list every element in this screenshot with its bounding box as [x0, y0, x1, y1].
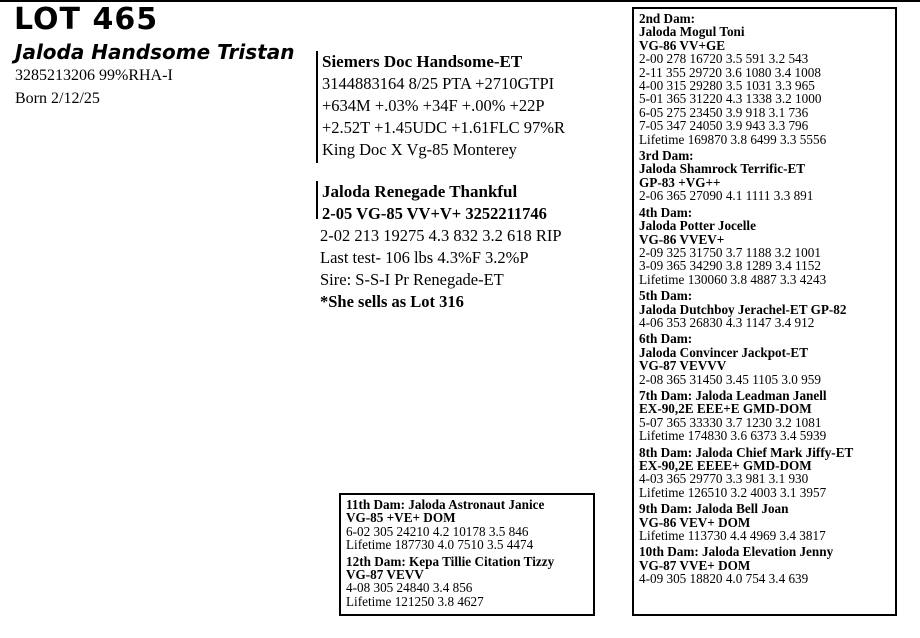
sire-name: Siemers Doc Handsome-ET: [322, 52, 523, 71]
ancestor-heading: 4th Dam:: [639, 204, 693, 220]
ancestor-heading: 3rd Dam:: [639, 148, 694, 164]
record-line: Lifetime 187730 4.0 7510 3.5 4474: [346, 537, 534, 553]
pedigree-entry: [639, 149, 895, 203]
record-line: 4-06 353 26830 4.3 1147 3.4 912: [639, 314, 815, 330]
sire-line: King Doc X Vg-85 Monterey: [322, 140, 517, 159]
pedigree-entry: [639, 502, 895, 542]
ancestor-heading: 9th Dam: Jaloda Bell Joan: [639, 501, 789, 517]
pedigree-entry: [639, 12, 895, 146]
ancestor-heading: VG-86 VV+GE: [639, 37, 726, 53]
record-line: 4-08 305 24840 3.4 856: [346, 580, 473, 596]
record-line: 5-01 365 31220 4.3 1338 3.2 1000: [639, 91, 822, 107]
ancestor-heading: Jaloda Dutchboy Jerachel-ET GP-82: [639, 301, 847, 317]
pedigree-entry: [639, 389, 895, 443]
ancestor-heading: 5th Dam:: [639, 288, 693, 304]
record-line: 2-06 365 27090 4.1 1111 3.3 891: [639, 188, 814, 204]
record-line: 4-09 305 18820 4.0 754 3.4 639: [639, 571, 809, 587]
ancestor-heading: VG-87 VVE+ DOM: [639, 557, 751, 573]
sire-line: +2.52T +1.45UDC +1.61FLC 97%R: [322, 118, 566, 137]
ancestor-heading: VG-85 +VE+ DOM: [346, 510, 456, 526]
record-line: 3-09 365 34290 3.8 1289 3.4 1152: [639, 258, 821, 274]
pedigree-entry: [639, 446, 895, 500]
record-line: 2-00 278 16720 3.5 591 3.2 543: [639, 51, 809, 67]
ancestor-heading: Jaloda Shamrock Terrific-ET: [639, 161, 806, 177]
dam-line: Last test- 106 lbs 4.3%F 3.2%P: [320, 248, 529, 267]
ancestor-heading: EX-90,2E EEEE+ GMD-DOM: [639, 458, 812, 473]
ancestor-heading: GP-83 +VG++: [639, 174, 721, 190]
record-line: Lifetime 169870 3.8 6499 3.3 5556: [639, 131, 827, 147]
record-line: Lifetime 121250 3.8 4627: [346, 593, 484, 609]
pedigree-entry: [639, 332, 895, 386]
ancestor-heading: 2nd Dam:: [639, 11, 696, 26]
ancestor-heading: VG-86 VVEV+: [639, 231, 725, 247]
sire-line: +634M +.03% +34F +.00% +22P: [322, 96, 545, 115]
sire-block: [316, 51, 618, 163]
ancestor-entry: [346, 555, 593, 609]
record-line: 2-08 365 31450 3.45 1105 3.0 959: [639, 371, 821, 387]
animal-registration: 3285213206 99%RHA-I: [15, 67, 173, 84]
record-line: 4-00 315 29280 3.5 1031 3.3 965: [639, 78, 815, 94]
dam-sale-note: *She sells as Lot 316: [320, 292, 464, 311]
animal-birthdate: Born 2/12/25: [15, 90, 100, 107]
ancestor-heading: 8th Dam: Jaloda Chief Mark Jiffy-ET: [639, 444, 854, 460]
dam-classification: 2-05 VG-85 VV+V+ 3252211746: [322, 204, 547, 223]
record-line: 4-03 365 29770 3.3 981 3.1 930: [639, 471, 809, 487]
ancestor-heading: 12th Dam: Kepa Tillie Citation Tizzy: [346, 553, 555, 569]
record-line: 6-05 275 23450 3.9 918 3.1 736: [639, 104, 809, 120]
ancestor-heading: 11th Dam: Jaloda Astronaut Janice: [346, 497, 545, 512]
dam-line: 2-02 213 19275 4.3 832 3.2 618 RIP: [320, 226, 562, 245]
lot-title: LOT 465: [14, 2, 159, 37]
record-line: Lifetime 174830 3.6 6373 3.4 5939: [639, 428, 827, 444]
pedigree-entry: [639, 206, 895, 286]
ancestor-heading: Jaloda Mogul Toni: [639, 24, 745, 40]
pedigree-entry: [639, 289, 895, 329]
ancestor-heading: VG-87 VEVV: [346, 567, 424, 583]
record-line: 2-09 325 31750 3.7 1188 3.2 1001: [639, 244, 821, 260]
record-line: 5-07 365 33330 3.7 1230 3.2 1081: [639, 414, 822, 430]
ancestor-heading: 10th Dam: Jaloda Elevation Jenny: [639, 544, 834, 560]
sire-line: 3144883164 8/25 PTA +2710GTPI: [322, 74, 555, 93]
dam-name: Jaloda Renegade Thankful: [322, 182, 518, 201]
ancestor-heading: 6th Dam:: [639, 331, 693, 347]
pedigree-box: [632, 7, 897, 616]
dam-block: [316, 181, 618, 223]
animal-name: Jaloda Handsome Tristan: [15, 40, 295, 64]
record-line: Lifetime 126510 3.2 4003 3.1 3957: [639, 484, 827, 500]
ancestor-heading: 7th Dam: Jaloda Leadman Janell: [639, 387, 827, 403]
pedigree-entry: [639, 545, 895, 585]
record-line: 2-11 355 29720 3.6 1080 3.4 1008: [639, 64, 821, 80]
ancestor-heading: VG-86 VEV+ DOM: [639, 514, 751, 530]
ancestor-heading: EX-90,2E EEE+E GMD-DOM: [639, 401, 812, 417]
ancestor-heading: Jaloda Potter Jocelle: [639, 218, 756, 234]
ancestor-heading: Jaloda Convincer Jackpot-ET: [639, 344, 809, 360]
record-line: 7-05 347 24050 3.9 943 3.3 796: [639, 118, 809, 134]
record-line: 6-02 305 24210 4.2 10178 3.5 846: [346, 523, 529, 539]
record-line: Lifetime 130060 3.8 4887 3.3 4243: [639, 271, 827, 287]
ancestor-heading: VG-87 VEVVV: [639, 358, 727, 374]
ancestor-entry: [346, 498, 593, 552]
dam-details: [316, 225, 562, 313]
dam-line: Sire: S-S-I Pr Renegade-ET: [320, 270, 504, 289]
record-line: Lifetime 113730 4.4 4969 3.4 3817: [639, 528, 826, 544]
ancestor-box: [339, 493, 595, 616]
